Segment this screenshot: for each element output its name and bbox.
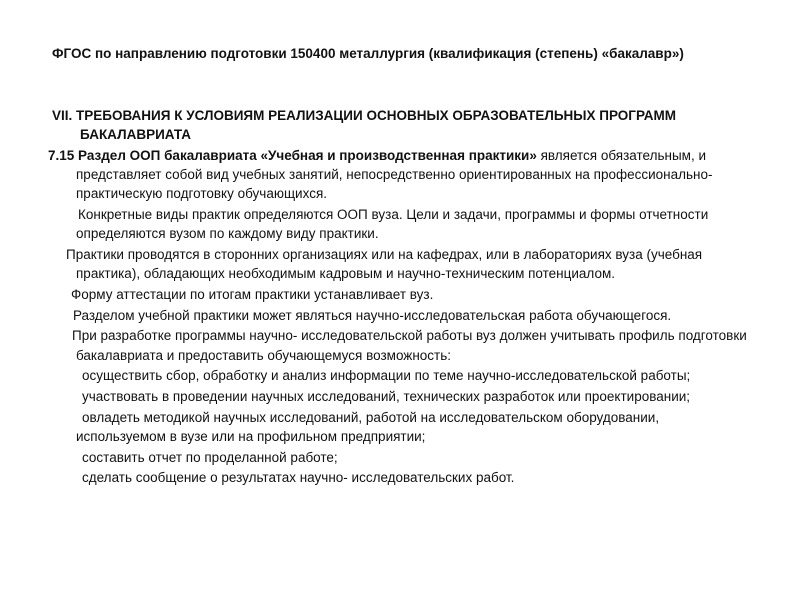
list-item: составить отчет по проделанной работе; bbox=[82, 449, 338, 465]
paragraph-research-work: Разделом учебной практики может являться научно-исследовательская работа обучающегося. bbox=[73, 307, 672, 323]
list-item: сделать сообщение о результатах научно- исследовательских работ. bbox=[82, 470, 515, 486]
list-item: участвовать в проведении научных исследований, технических разработок или проектировании; bbox=[82, 388, 691, 404]
document-body bbox=[48, 146, 748, 489]
document-header: ФГОС по направлению подготовки 150400 металлургия (квалификация (степень) «бакалавр») bbox=[52, 46, 684, 61]
paragraph-research-program: При разработке программы научно- исследовательской работы вуз должен учитывать профиль подготовки бакалавриата и предоставить обучающемуся возможность: bbox=[72, 328, 747, 363]
item-paragraph bbox=[48, 146, 748, 204]
list-item: овладеть методикой научных исследований, работой на исследовательском оборудовании, используемом в вузе или на профильном предприятии; bbox=[76, 409, 660, 444]
section-title: VII. ТРЕБОВАНИЯ К УСЛОВИЯМ РЕАЛИЗАЦИИ ОСНОВНЫХ ОБРАЗОВАТЕЛЬНЫХ ПРОГРАММ БАКАЛАВРИАТА bbox=[52, 108, 677, 142]
paragraph-practice-types: Конкретные виды практик определяются ООП вуза. Цели и задачи, программы и формы отчетности определяются вузом по каждому виду практики. bbox=[76, 207, 709, 242]
paragraph-attestation: Форму аттестации по итогам практики устанавливает вуз. bbox=[71, 286, 434, 302]
list-item: осуществить сбор, обработку и анализ информации по теме научно-исследовательской работы; bbox=[82, 368, 691, 384]
item-lead-rest: является обязательным, и представляет собой вид учебных занятий, непосредственно ориентированных на профессионально-практическую подготовку обучающихся. bbox=[76, 148, 713, 202]
item-lead: 7.15 Раздел ООП бакалавриата «Учебная и производственная практики» bbox=[48, 148, 537, 163]
paragraph-practice-location: Практики проводятся в сторонних организациях или на кафедрах, или в лабораториях вуза (учебная практика), обладающих необходимым кадровым и научно-техническим потенциалом. bbox=[66, 247, 703, 282]
